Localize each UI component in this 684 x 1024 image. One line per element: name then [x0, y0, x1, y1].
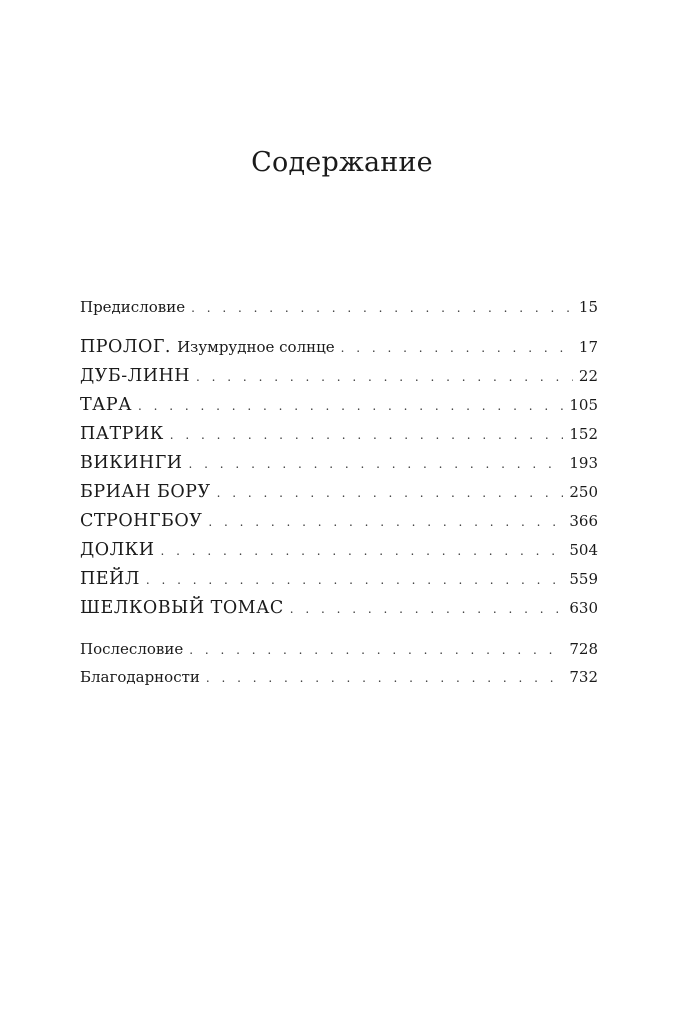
toc-entry-label: ТАРА [80, 395, 132, 415]
toc-entry-dublinn[interactable] [80, 362, 598, 391]
toc-entry-silken-thomas[interactable] [80, 594, 598, 623]
toc-entry-page: 504 [569, 541, 598, 559]
toc-entry-page: 105 [569, 396, 598, 414]
toc-entry-tara[interactable] [80, 391, 598, 420]
dot-leader [189, 636, 563, 664]
toc-entry-page: 152 [569, 425, 598, 443]
dot-leader [146, 566, 563, 595]
dot-leader [170, 421, 564, 450]
toc-entry-page: 250 [569, 483, 598, 501]
dot-leader [217, 479, 564, 508]
toc-entry-page: 193 [569, 454, 598, 472]
dot-leader [206, 664, 563, 692]
table-of-contents [80, 293, 598, 691]
toc-entry-patrick[interactable] [80, 420, 598, 449]
toc-entry-label: ДУБ-ЛИНН [80, 366, 191, 386]
toc-entry-label: ПЕЙЛ [80, 569, 140, 589]
toc-entry-label [80, 333, 335, 362]
page-title: Содержание [251, 147, 433, 178]
toc-entry-page: 17 [578, 338, 598, 356]
dot-leader [189, 450, 564, 479]
toc-entry-label: Послесловие [80, 640, 184, 658]
toc-entry-label: ПАТРИК [80, 424, 164, 444]
toc-entry-page: 728 [569, 640, 598, 658]
toc-entry-vikings[interactable] [80, 449, 598, 478]
toc-entry-pale[interactable] [80, 565, 598, 594]
toc-entry-label: Предисловие [80, 298, 186, 316]
toc-entry-dalkey[interactable] [80, 536, 598, 565]
toc-entry-page: 366 [569, 512, 598, 530]
toc-entry-label: ВИКИНГИ [80, 453, 183, 473]
toc-entry-page: 630 [569, 599, 598, 617]
toc-entry-prologue[interactable] [80, 333, 598, 362]
toc-entry-label-main: ПРОЛОГ. [80, 337, 171, 357]
toc-entry-page: 15 [578, 298, 598, 316]
toc-entry-label: СТРОНГБОУ [80, 511, 203, 531]
toc-entry-acknowledgements[interactable] [80, 663, 598, 691]
toc-entry-subtitle: Изумрудное солнце [177, 338, 335, 356]
toc-entry-page: 732 [569, 668, 598, 686]
toc-entry-label: ШЕЛКОВЫЙ ТОМАС [80, 598, 284, 618]
dot-leader [208, 508, 563, 537]
toc-entry-label: ДОЛКИ [80, 540, 155, 560]
dot-leader [160, 537, 563, 566]
toc-entry-preface[interactable] [80, 293, 598, 321]
dot-leader [290, 595, 564, 624]
dot-leader [196, 363, 573, 392]
toc-entry-brian-boru[interactable] [80, 478, 598, 507]
toc-entry-afterword[interactable] [80, 635, 598, 663]
dot-leader [341, 334, 573, 363]
toc-entry-page: 559 [569, 570, 598, 588]
toc-entry-page: 22 [578, 367, 598, 385]
toc-entry-label: БРИАН БОРУ [80, 482, 211, 502]
dot-leader [138, 392, 563, 421]
toc-entry-strongbow[interactable] [80, 507, 598, 536]
dot-leader [191, 294, 573, 322]
toc-entry-label: Благодарности [80, 668, 200, 686]
